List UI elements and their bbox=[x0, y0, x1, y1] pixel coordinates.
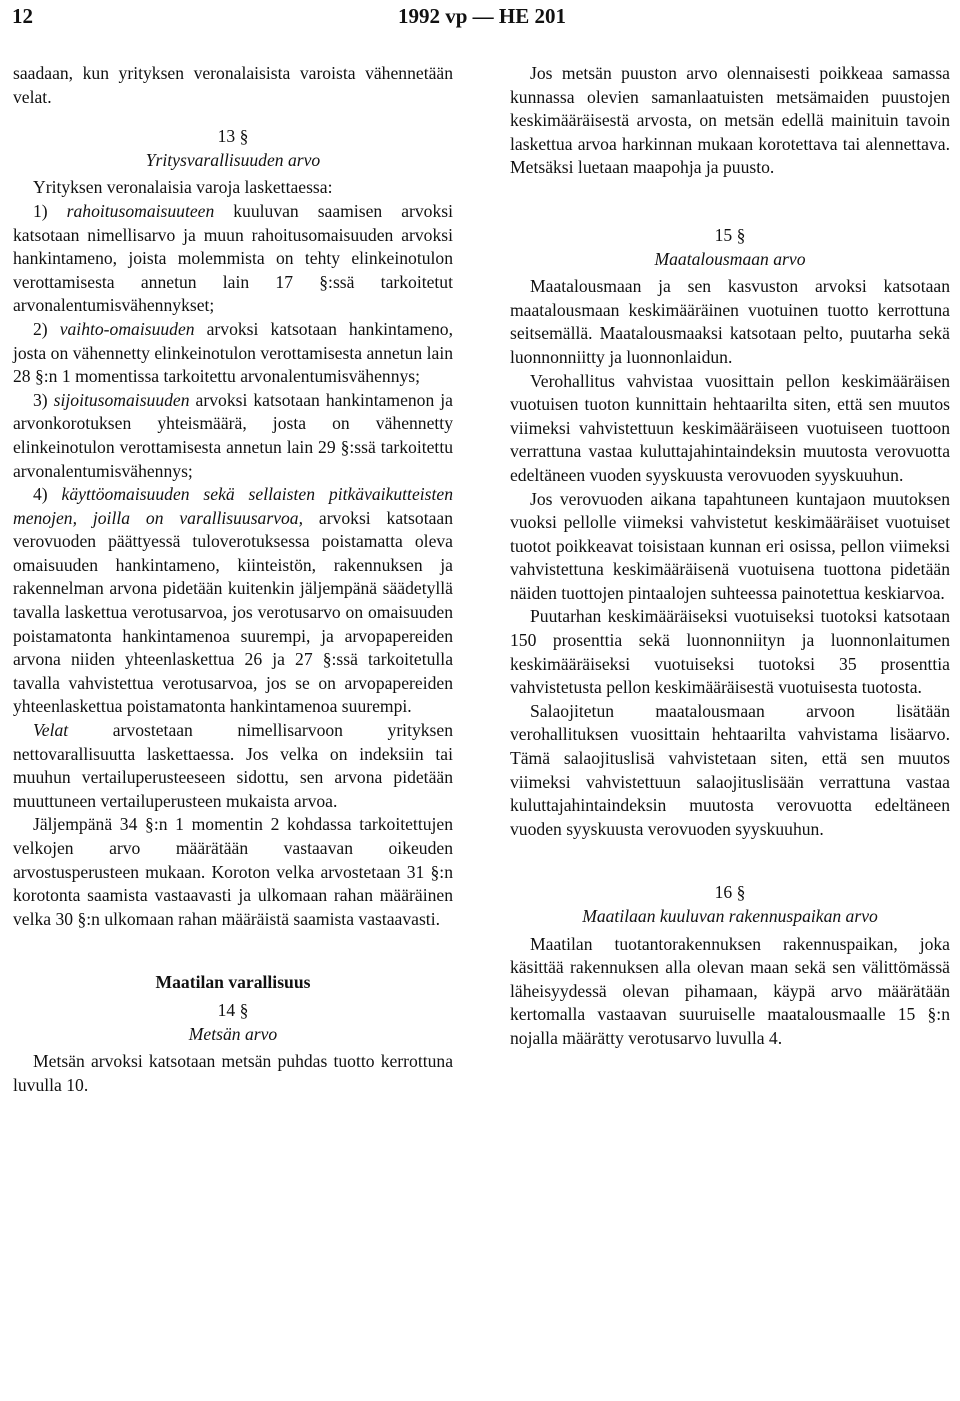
item-term: rahoitusomaisuuteen bbox=[66, 200, 215, 221]
section-14-title: Metsän arvo bbox=[188, 1023, 278, 1044]
item-number: 1) bbox=[33, 200, 67, 221]
section-13-title: Yritysvarallisuuden arvo bbox=[145, 149, 321, 170]
section-13-number: 13 § bbox=[217, 126, 249, 147]
section-15-title: Maatalousmaan arvo bbox=[654, 248, 806, 269]
list-item-1 bbox=[13, 200, 453, 318]
section-16-text: Maatilan tuotantorakennuksen rakennuspaikan, joka käsittää rakennuksen alla olevan maan sekä sen välittömässä läheisyydessä olevan pihamaan, käypä arvo määrätään kertomalla vastaavan suuruiselle maatalousmaalle 15 §:n nojalla määrätty verotusarvo luvulla 4. bbox=[510, 933, 950, 1048]
item-text: arvoksi katsotaan hankintamenon ja arvonkorotuksen yhteismäärä, josta on vähennetty elinkeinotulon verottamisesta annetun lain 29 §:ssä tarkoitettu arvonalentumisvähennys; bbox=[13, 389, 453, 481]
item-term: käyttöomaisuuden sekä sellaisten pitkävaikutteisten menojen, joilla on varallisuusarvoa, bbox=[13, 484, 453, 528]
paragraph-34: Jäljempänä 34 §:n 1 momentin 2 kohdassa tarkoitettujen velkojen arvo määrätään vastaavan oikeuden arvostusperusteen mukaan. Koroton velka arvostetaan 31 §:n korotonta saamista vastaavasti ja ulkomaan rahan määräinen velka 30 §:n ulkomaan rahan määräistä saamista vastaavasti. bbox=[13, 814, 453, 929]
section-15-number: 15 § bbox=[714, 224, 746, 245]
list-item-4 bbox=[13, 483, 453, 719]
item-term: vaihto-omaisuuden bbox=[59, 318, 195, 339]
right-column bbox=[510, 62, 950, 1051]
page-header bbox=[12, 0, 952, 44]
velat-paragraph bbox=[13, 719, 453, 813]
item-text: kuuluvan saamisen arvoksi katsotaan nimellisarvo ja muun rahoitusomaisuuden arvoksi hankintameno, joista molemmista on tehty elinkeinotulon verottamisesta annetun lain 17 §:ssä tarkoitetut arvonalentumisvähennykset; bbox=[13, 200, 453, 316]
section-14-text: Metsän arvoksi katsotaan metsän puhdas tuotto kerrottuna luvulla 10. bbox=[13, 1051, 453, 1095]
section-15-paragraph-5: Salaojitetun maatalousmaan arvoon lisätään verohallituksen vuosittain hehtaarilta vahvistama lisäarvo. Tämä salaojituslisä vahvistetaan siten, että sen muutos viimeksi vahvistettuun salaojituslisään verrattuna vastaa kuluttajahintaindeksin muutosta verovuotta edeltäneen vuoden syyskuusta verovuoden syyskuuhun. bbox=[510, 700, 950, 839]
velat-text: arvostetaan nimellisarvoon yrityksen nettovarallisuutta laskettaessa. Jos velka on indeksiin tai muuhun vertailuperusteeseen sidottu, sen arvona pidetään muuttuneen vertailuperusteen mukaista arvoa. bbox=[13, 720, 453, 811]
section-15-paragraph-1: Maatalousmaan ja sen kasvuston arvoksi katsotaan maatalousmaan keskimääräinen vuotuinen tuotto kerrottuna seitsemällä. Maatalousmaaksi katsotaan pelto, puutarha sekä luonnonniitty ja luonnonlaidun. bbox=[510, 276, 950, 367]
left-column bbox=[13, 62, 453, 1097]
section-15-paragraph-3: Jos verovuoden aikana tapahtuneen kuntajaon muutoksen vuoksi pellolle viimeksi vahvistetut keskimääräiset vuotuiset tuotot poikkeavat toisistaan kunnan eri osissa, pellon viimeksi vahvistettuna keskimääräisenä vuotuisena tuottona pidetään näiden tuottojen pintaalojen suhteessa painotettua keskiarvoa. bbox=[510, 488, 950, 603]
item-number: 2) bbox=[33, 318, 60, 339]
list-item-2 bbox=[13, 318, 453, 389]
velat-term: Velat bbox=[33, 720, 69, 741]
item-number: 4) bbox=[33, 484, 62, 505]
chapter-heading: Maatilan varallisuus bbox=[155, 972, 311, 993]
item-number: 3) bbox=[33, 389, 54, 410]
section-15-paragraph-4: Puutarhan keskimääräiseksi vuotuiseksi tuotoksi katsotaan 150 prosenttia sekä luonnonniityn ja luonnonlaitumen keskimääräiseksi vuotuiseksi tuotoksi 35 prosenttia vahvistetusta pellon keskimääräisestä vuotuisesta tuotosta. bbox=[510, 606, 950, 698]
list-item-3 bbox=[13, 389, 453, 483]
item-text: arvoksi katsotaan hankintameno, josta on vähennetty elinkeinotulon verottamisesta annetun lain 28 §:n 1 momentissa tarkoitettu arvonalentumisvähennys; bbox=[13, 318, 453, 387]
section-16-title: Maatilaan kuuluvan rakennuspaikan arvo bbox=[582, 906, 878, 926]
intro-paragraph: saadaan, kun yrityksen veronalaisista varoista vähennetään velat. bbox=[13, 63, 453, 107]
continuation-paragraph: Jos metsän puuston arvo olennaisesti poikkeaa samassa kunnassa olevien samanlaatuisten metsämaiden puustojen keskimääräisestä arvosta, on metsän edellä mainituin tavoin laskettua arvoa harkinnan mukaan korotettava tai alennettava. Metsäksi luetaan maapohja ja puusto. bbox=[510, 63, 950, 178]
section-15-paragraph-2: Verohallitus vahvistaa vuosittain pellon keskimääräisen vuotuisen tuoton kunnittain hehtaarilta siten, että sen muutos viimeksi vahvistettuun keskimääräiseen vuotuiseen tuottoon verrattuna vastaa kuluttajahintaindeksin muutosta verovuotta edeltäneen vuoden syyskuusta verovuoden syyskuuhun. bbox=[510, 370, 950, 485]
item-term: sijoitusomaisuuden bbox=[53, 389, 190, 410]
section-14-number: 14 § bbox=[217, 999, 249, 1020]
section-13-lead: Yrityksen veronalaisia varoja laskettaessa: bbox=[33, 177, 333, 198]
document-id: 1992 vp — HE 201 bbox=[397, 4, 567, 28]
page-number: 12 bbox=[12, 4, 33, 28]
section-16-number: 16 § bbox=[714, 882, 746, 903]
item-text: arvoksi katsotaan verovuoden päättyessä tuloverotuksessa poistamatta oleva omaisuuden hankintameno, kiinteistön, rakennuksen ja rakennelman arvona pidetään kuitenkin jäljempänä säädetyllä tavalla laskettua verotusarvoa, jos verotusarvo on omaisuuden poistamatonta hankintamenoa suurempi, ja arvopapereiden arvona niiden yhteenlaskettua 26 ja 27 §:ssä tarkoitetulla tavalla vahvistettua verotusarvoa, jos se on arvopapereiden yhteenlaskettua poistamatonta hankintamenoa suurempi. bbox=[13, 507, 453, 717]
